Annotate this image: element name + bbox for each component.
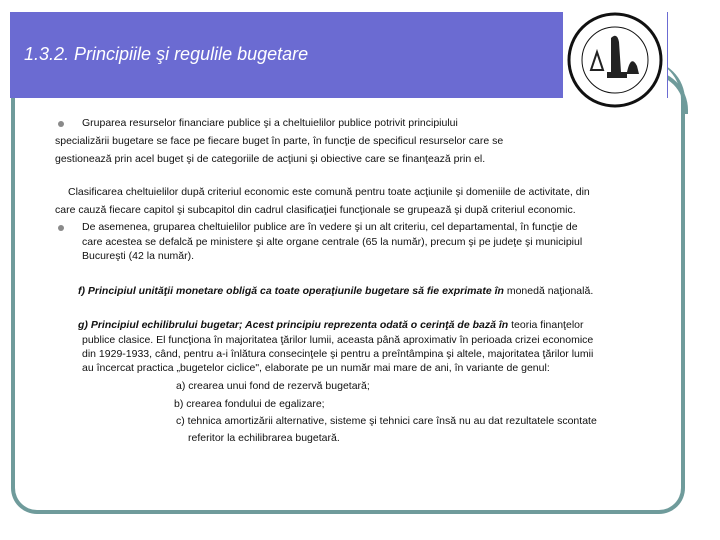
paragraph-line: De asemenea, gruparea cheltuielilor publice are în vedere şi un alt criteriu, cel departamental, în funcţie de <box>82 221 578 233</box>
paragraph-line: Gruparea resurselor financiare publice şi a cheltuielilor publice potrivit principiului <box>82 117 458 129</box>
paragraph-line: publice clasice. El funcţiona în majoritatea ţărilor lumii, aceasta până aproximativ în perioada crizei economice <box>82 334 594 346</box>
paragraph-line: din 1929-1933, când, pentru a-i înlătura consecinţele şi pentru a preîntâmpina şi altele, majoritatea ţărilor lumii <box>82 348 594 360</box>
principle-f-rest: monedă naţională. <box>503 285 594 297</box>
paragraph-line: au încercat practica „bugetelor ciclice", elaborate pe un număr mai mare de ani, în variante de genul: <box>82 362 550 374</box>
paragraph-line: specializării bugetare se face pe fiecare buget în parte, în funcţie de specificul resurselor care se <box>55 135 504 147</box>
bullet-icon <box>58 121 64 127</box>
paragraph-line: care cauză fiecare capitol şi subcapitol din cadrul clasificaţiei funcţionale se grupează şi după criteriul economic. <box>55 204 576 216</box>
principle-f-bold: f) Principiul unităţii monetare obligă ca toate operaţiunile bugetare să fie exprimate în <box>78 285 504 297</box>
list-item-b: b) crearea fondului de egalizare; <box>174 398 325 410</box>
university-seal-logo <box>563 8 667 112</box>
list-item-a: a) crearea unui fond de rezervă bugetară; <box>176 380 370 392</box>
paragraph-line: gestionează prin acel buget şi de categoriile de acţiuni şi obiective care se finanţează prin el. <box>55 153 486 165</box>
principle-g-rest: teoria finanţelor <box>508 319 584 331</box>
paragraph-line: Clasificarea cheltuielilor după criteriul economic este comună pentru toate acţiunile şi domeniile de activitate, din <box>68 186 590 198</box>
principle-g-bold: g) Principiul echilibrului bugetar; Acest principiu reprezenta odată o cerinţă de bază în <box>78 319 509 331</box>
paragraph-line: care acestea se defalcă pe ministere şi alte organe centrale (65 la număr), precum şi pe judeţe şi municipiul <box>82 236 583 248</box>
bullet-icon <box>58 225 64 231</box>
list-item-c-continued: referitor la echilibrarea bugetară. <box>188 432 340 444</box>
slide-title: 1.3.2. Principiile şi regulile bugetare <box>24 44 309 64</box>
paragraph-line: Bucureşti (42 la număr). <box>82 250 195 262</box>
principle-g <box>78 318 583 334</box>
list-item-c: c) tehnica amortizării alternative, sisteme şi tehnici care însă nu au dat rezultatele scontate <box>176 415 597 427</box>
principle-f <box>78 284 593 300</box>
